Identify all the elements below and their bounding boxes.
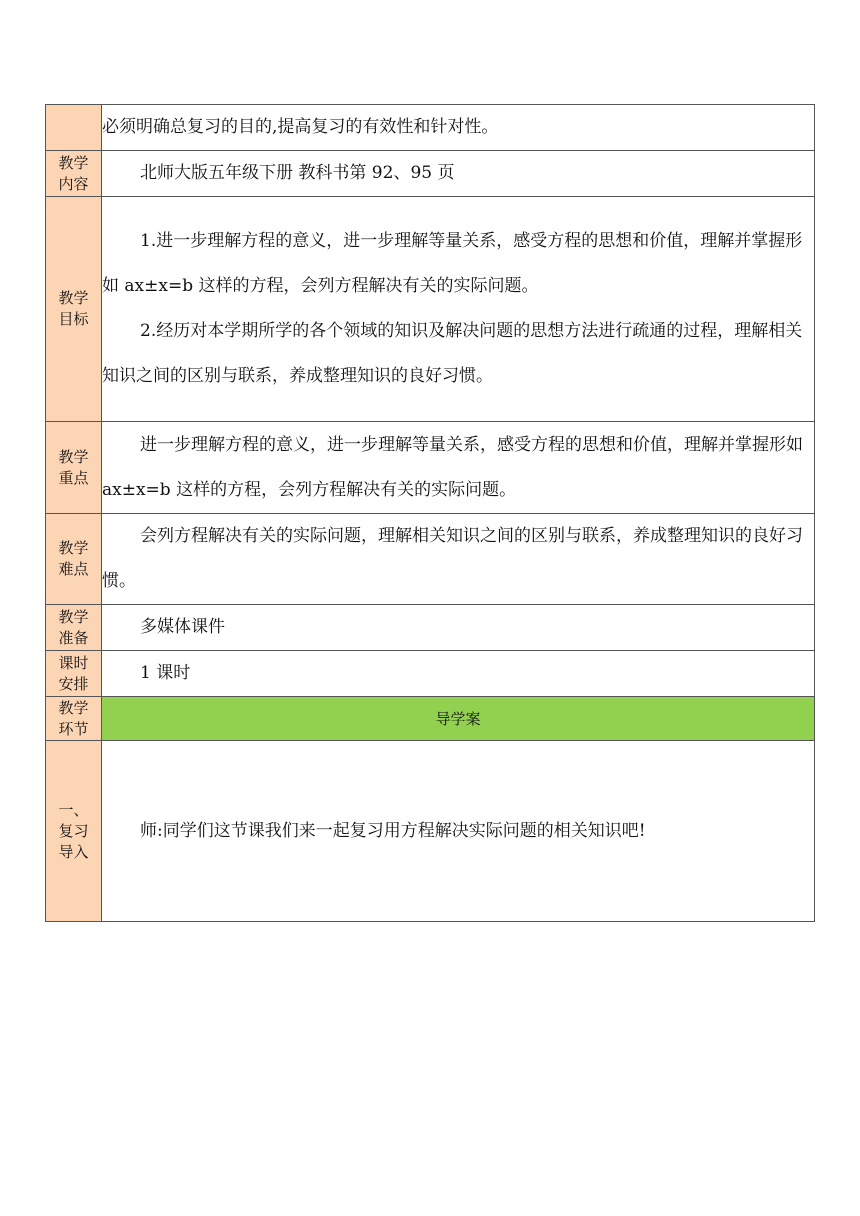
- key-points-text: 进一步理解方程的意义，进一步理解等量关系，感受方程的思想和价值，理解并掌握形如 ax±x=b 这样的方程，会列方程解决有关的实际问题。: [102, 434, 803, 500]
- label-line: 重点: [58, 468, 89, 487]
- table-row: [46, 651, 815, 697]
- goal-paragraph-2: 2.经历对本学期所学的各个领域的知识及解决问题的思想方法进行疏通的过程，理解相关知识之间的区别与联系，养成整理知识的良好习惯。: [102, 321, 803, 386]
- label-line: 教学: [58, 607, 89, 626]
- label-line: 内容: [58, 174, 89, 193]
- table-row: [46, 697, 815, 741]
- label-line: 课时: [58, 653, 89, 672]
- intro-note-text: 必须明确总复习的目的,提高复习的有效性和针对性。: [102, 117, 499, 137]
- table-row: [46, 151, 815, 197]
- row-label-preparation: [46, 605, 102, 651]
- row-label-stage: [46, 697, 102, 741]
- label-line: 准备: [58, 628, 89, 647]
- table-row: [46, 197, 815, 422]
- table-row: [46, 605, 815, 651]
- label-line: 环节: [58, 719, 89, 738]
- row-label-difficulties: [46, 514, 102, 605]
- row-label-empty: [46, 105, 102, 151]
- label-line: 目标: [58, 310, 89, 328]
- schedule-cell: [102, 651, 815, 697]
- label-line: 安排: [58, 674, 89, 693]
- row-label-schedule: [46, 651, 102, 697]
- label-line: 教学: [58, 539, 89, 557]
- label-line: 教学: [58, 447, 89, 466]
- difficulties-cell: [102, 514, 815, 605]
- row-label-content: [46, 151, 102, 197]
- row-label-key-points: [46, 422, 102, 514]
- preparation-cell: [102, 605, 815, 651]
- preparation-text: 多媒体课件: [140, 617, 225, 637]
- label-line: 导入: [58, 842, 89, 861]
- label-line: 难点: [58, 560, 89, 578]
- review-intro-text: 师:同学们这节课我们来一起复习用方程解决实际问题的相关知识吧!: [140, 820, 646, 841]
- table-row: [46, 741, 815, 922]
- table-row: [46, 105, 815, 151]
- label-line: 教学: [58, 289, 89, 307]
- lesson-plan-table: [45, 104, 815, 922]
- stage-header-cell: 导学案: [102, 697, 815, 741]
- difficulties-text: 会列方程解决有关的实际问题，理解相关知识之间的区别与联系，养成整理知识的良好习惯。: [102, 526, 803, 591]
- goal-paragraph-1: 1.进一步理解方程的意义，进一步理解等量关系，感受方程的思想和价值，理解并掌握形如 ax±x=b 这样的方程，会列方程解决有关的实际问题。: [102, 231, 803, 296]
- table-row: [46, 422, 815, 514]
- table-row: [46, 514, 815, 605]
- label-line: 教学: [58, 153, 89, 172]
- intro-note-cell: [102, 105, 815, 151]
- key-points-cell: [102, 422, 815, 514]
- content-cell: [102, 151, 815, 197]
- schedule-text: 1 课时: [140, 663, 191, 683]
- row-label-review-intro: [46, 741, 102, 922]
- label-line: 教学: [58, 698, 89, 717]
- label-line: 复习: [58, 821, 89, 840]
- goals-cell: [102, 197, 815, 422]
- content-text: 北师大版五年级下册 教科书第 92、95 页: [140, 163, 455, 183]
- label-line: 一、: [58, 800, 89, 819]
- row-label-goals: [46, 197, 102, 422]
- review-intro-cell: [102, 741, 815, 922]
